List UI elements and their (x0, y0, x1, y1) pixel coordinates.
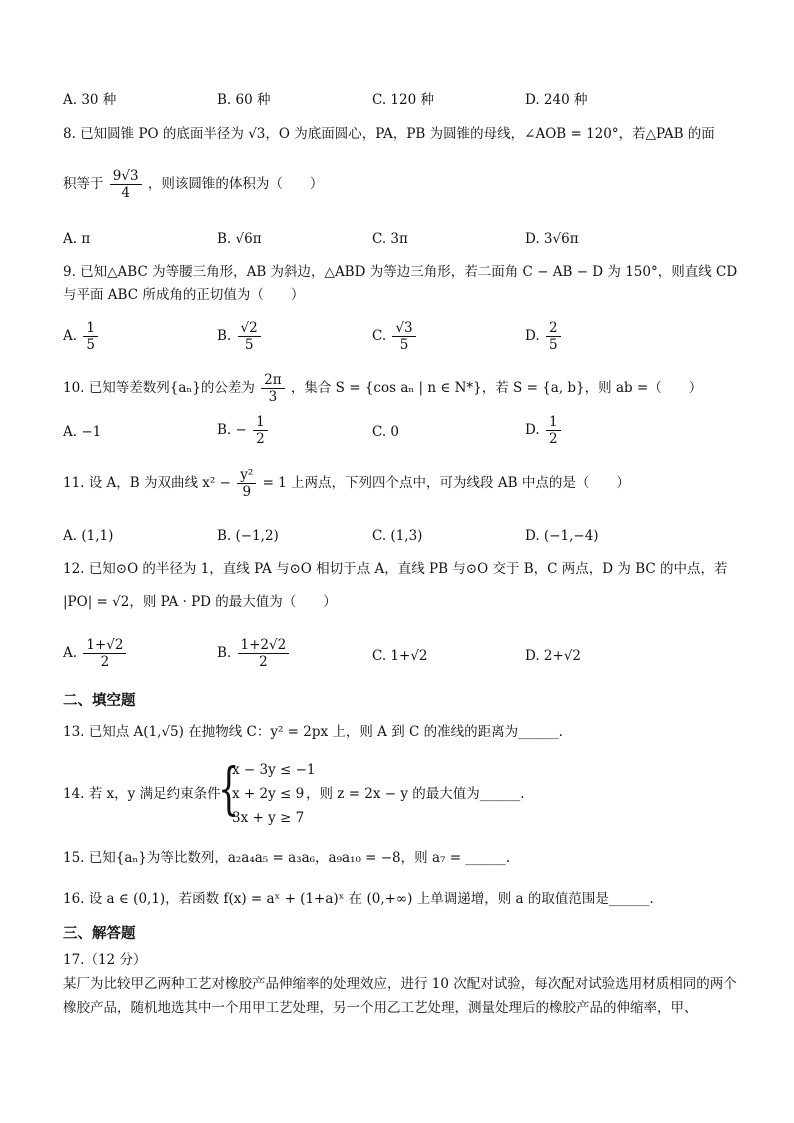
q8-fraction (110, 168, 142, 201)
q10-option-d-num: 1 (546, 414, 561, 431)
q11-option-b: B. (−1,2) (217, 528, 279, 544)
q8-line1: 8. 已知圆锥 PO 的底面半径为 √3，O 为底面圆心，PA，PB 为圆锥的母线，∠AOB = 120°，若△PAB 的面 (63, 126, 715, 142)
q8-line2 (63, 168, 743, 201)
q10-frac-num: 2π (261, 372, 284, 389)
q14-constraint-1: x − 3y ≤ −1 (232, 762, 316, 778)
q12-line2: |PO| = √2，则 PA · PD 的最大值为（ ） (63, 594, 337, 610)
q8-option-b: B. √6π (217, 231, 262, 247)
q12-option-b-fraction (238, 637, 290, 670)
section-fill-in-blank-heading: 二、填空题 (63, 693, 136, 709)
q14-pre: 14. 若 x，y 满足约束条件 (63, 786, 221, 802)
q8-option-d: D. 3√6π (525, 231, 579, 247)
q7-option-d: D. 240 种 (525, 92, 588, 108)
q12-option-d: D. 2+√2 (525, 648, 582, 664)
q9-option-a (63, 320, 100, 353)
q11-option-c: C. (1,3) (372, 528, 423, 544)
q8-option-c: C. 3π (372, 231, 408, 247)
q10-option-b-label: B. − (217, 422, 247, 438)
q17-body: 某厂为比较甲乙两种工艺对橡胶产品伸缩率的处理效应，进行 10 次配对试验，每次配对试验选用材质相同的两个橡胶产品，随机地选其中一个用甲工艺处理，另一个用乙工艺处理，测量处理后的橡胶产品的伸缩率，甲、 (63, 976, 737, 1016)
q9-option-b-fraction (238, 320, 261, 353)
q9-option-a-den: 5 (86, 337, 95, 353)
q14-constraint-2: x + 2y ≤ 9 (232, 786, 305, 802)
section-solutions-heading: 三、解答题 (63, 926, 136, 942)
q8-line2-post: ，则该圆锥的体积为（ ） (147, 176, 324, 192)
q10-frac-den: 3 (268, 389, 278, 405)
q11-option-a: A. (1,1) (63, 528, 114, 544)
q9-line2: 与平面 ABC 所成角的正切值为（ ） (63, 287, 305, 303)
q17-header: 17.（12 分） (63, 952, 147, 968)
q12-option-b (217, 637, 291, 670)
q8-option-a: A. π (63, 231, 91, 247)
q12-option-a-label: A. (63, 645, 78, 661)
q10-option-b-fraction (253, 414, 268, 447)
q8-frac-num: 9√3 (110, 168, 142, 185)
q14-brace: { (218, 757, 240, 822)
q7-option-b: B. 60 种 (217, 92, 271, 108)
q11-pre: 11. 设 A，B 为双曲线 x² − (63, 475, 231, 491)
q11-fraction (237, 467, 256, 500)
q9-option-d-num: 2 (546, 320, 561, 337)
q10-option-a: A. −1 (63, 424, 102, 440)
q16-line: 16. 设 a ∈ (0,1)，若函数 f(x) = aˣ + (1+a)ˣ 在 (0,+∞) 上单调递增，则 a 的取值范围是______. (63, 891, 654, 907)
q14-post: ，则 z = 2x − y 的最大值为______. (306, 786, 525, 802)
q10-option-d-label: D. (525, 422, 540, 438)
q8-line2-pre: 积等于 (63, 176, 104, 192)
q9-option-a-num: 1 (83, 320, 98, 337)
q9-option-c-fraction (392, 320, 415, 353)
q13-line: 13. 已知点 A(1,√5) 在抛物线 C：y² = 2px 上，则 A 到 C 的准线的距离为______. (63, 724, 563, 740)
q12-line1: 12. 已知⊙O 的半径为 1，直线 PA 与⊙O 相切于点 A，直线 PB 与⊙O 交于 B，C 两点，D 为 BC 的中点，若 (63, 561, 728, 577)
q7-option-c: C. 120 种 (372, 92, 434, 108)
q10-option-d-fraction (546, 414, 561, 447)
q10-option-b-num: 1 (253, 414, 268, 431)
q9-option-b-den: 5 (244, 337, 254, 353)
q11-post: = 1 上两点，下列四个点中，可为线段 AB 中点的是（ ） (262, 475, 630, 491)
q10-option-b (217, 414, 270, 447)
q12-option-b-den: 2 (259, 654, 268, 670)
q9-option-d-label: D. (525, 328, 540, 344)
q10-pre: 10. 已知等差数列{aₙ}的公差为 (63, 380, 255, 396)
q9-option-d-den: 5 (548, 337, 558, 353)
q9-option-c (372, 320, 418, 353)
q9-option-c-num: √3 (392, 320, 415, 337)
q9-option-b-num: √2 (238, 320, 261, 337)
q12-option-a-den: 2 (100, 654, 110, 670)
q10-option-b-den: 2 (256, 431, 265, 447)
q10-line (63, 372, 743, 405)
q10-post: ，集合 S = {cos aₙ | n ∈ N*}，若 S = {a, b}，则 ab =（ ） (290, 380, 703, 396)
q12-option-b-num: 1+2√2 (238, 637, 290, 654)
q12-option-a-num: 1+√2 (83, 637, 126, 654)
q7-option-a: A. 30 种 (63, 92, 117, 108)
q11-option-d: D. (−1,−4) (525, 528, 599, 544)
q9-option-d-fraction (546, 320, 561, 353)
q12-option-a-fraction (83, 637, 126, 670)
q10-fraction (261, 372, 284, 405)
q9-option-b-label: B. (217, 328, 232, 344)
q12-option-b-label: B. (217, 645, 232, 661)
q12-option-a (63, 637, 128, 670)
q9-option-b (217, 320, 263, 353)
q9-option-c-label: C. (372, 328, 387, 344)
q9-option-d (525, 320, 563, 353)
q14-constraint-3: 3x + y ≥ 7 (232, 810, 305, 826)
q8-frac-den: 4 (121, 185, 130, 201)
q10-option-d (525, 414, 563, 447)
q12-option-c: C. 1+√2 (372, 648, 428, 664)
q9-line1: 9. 已知△ABC 为等腰三角形，AB 为斜边，△ABD 为等边三角形，若二面角 C − AB − D 为 150°，则直线 CD (63, 264, 738, 280)
q15-line: 15. 已知{aₙ}为等比数列，a₂a₄a₅ = a₃a₆，a₉a₁₀ = −8，则 a₇ = ______. (63, 850, 511, 866)
q9-option-a-fraction (83, 320, 98, 353)
q10-option-c: C. 0 (372, 424, 400, 440)
q11-frac-den: 9 (242, 484, 252, 500)
q11-frac-num: y² (237, 467, 256, 484)
q9-option-c-den: 5 (399, 337, 409, 353)
q9-option-a-label: A. (63, 328, 78, 344)
q11-line (63, 467, 743, 500)
q10-option-d-den: 2 (548, 431, 558, 447)
